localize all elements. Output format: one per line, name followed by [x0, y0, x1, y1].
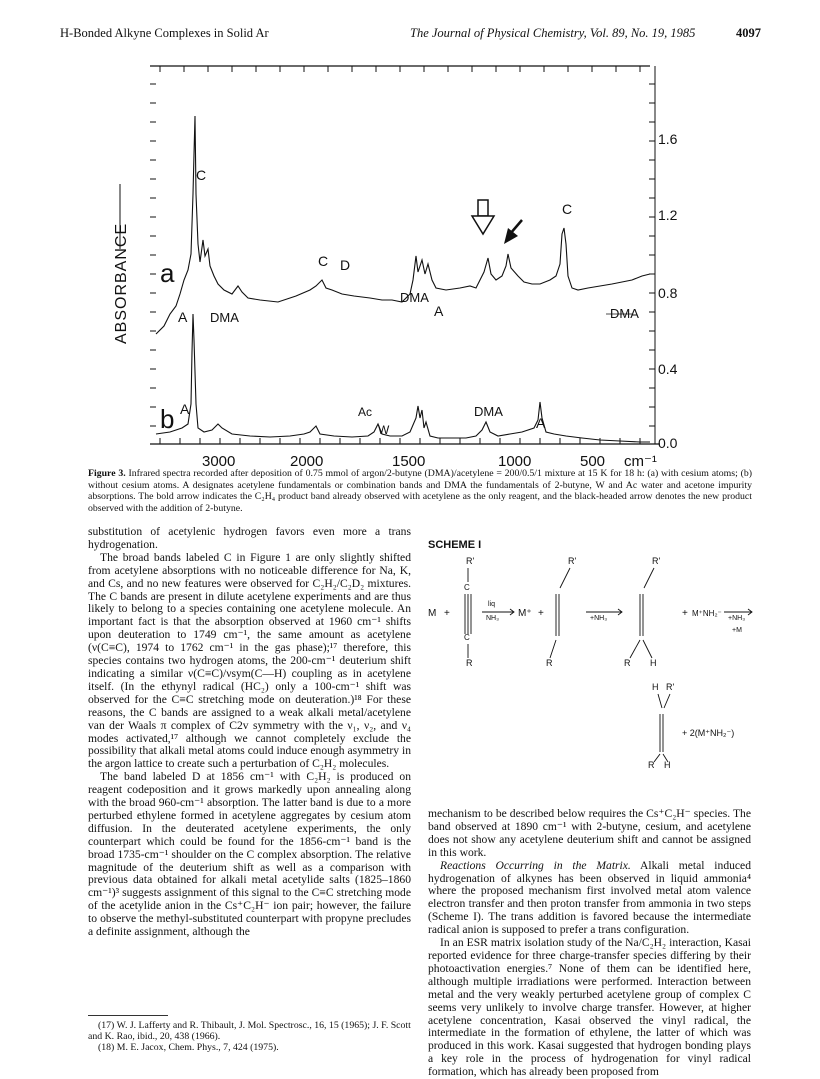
scheme-product: M⁺ [518, 608, 532, 619]
peak-label-c: C [562, 201, 573, 217]
x-tick-label: 3000 [202, 453, 236, 470]
top-ticks [160, 66, 640, 72]
y-tick-label: 1.2 [658, 207, 678, 223]
peak-label-c: C [318, 253, 329, 269]
scheme-condition: +M [732, 627, 742, 634]
trace-a-label: a [160, 258, 175, 288]
scheme-substituent: R [624, 658, 631, 668]
scheme-substituent: H [650, 658, 657, 668]
right-column [428, 808, 751, 1079]
scheme-svg [426, 540, 756, 790]
peak-label-w: W [378, 423, 390, 437]
scheme-substituent: H [652, 682, 659, 692]
scheme-reagent: M⁺NH₂⁻ [692, 609, 722, 618]
section-run-in-title: Reactions Occurring in the Matrix. [440, 858, 631, 872]
peak-label-dma: DMA [610, 306, 639, 321]
paragraph [428, 860, 751, 937]
figure-caption-label: Figure 3. [88, 468, 126, 479]
paragraph: In an ESR matrix isolation study of the Na/C₂H₂ interaction, Kasai reported evidence for three charge-transfer species differing by their photoactivation energies.⁷ None of them can be identified here, although multiple irradiations were performed. Interaction between metal and the very weakly perturbed acetylene group of complex C seems very unlikely to involve charge transfer. However, at higher acetylene concentration, Kasai observed the vinyl radical, the intermediate in the formation of ethylene, the latter of which was produced in this work. Kasai suggested that hydrogen bonding plays a key role in the process of hydrogenation for vinyl radical formation, which has already been proposed from [428, 936, 751, 1079]
trace-b [156, 314, 650, 442]
y-tick-label: 0.8 [658, 285, 678, 301]
y-tick-label: 0.4 [658, 361, 678, 377]
peak-label-ac: Ac [358, 405, 373, 419]
x-tick-label: 500 [580, 453, 606, 470]
footnotes [88, 1020, 411, 1054]
paragraph: substitution of acetylenic hydrogen favors even more a trans hydrogenation. [88, 525, 411, 551]
scheme-condition: NH₃ [486, 615, 499, 622]
scheme-carbon: C [464, 583, 470, 592]
x-unit-label: cm⁻¹ [624, 453, 657, 470]
scheme-substituent: R' [568, 556, 577, 566]
y-tick-label: 0.0 [658, 435, 678, 451]
scheme-condition: +NH₃ [590, 615, 608, 622]
scheme-substituent: R' [666, 682, 675, 692]
paragraph-body: Alkali metal induced hydrogenation of alkynes has been observed in liquid ammonia⁴ where the proposed mechanism first involved metal atom valence electron transfer and then proton transfer from ammonia in two steps (Scheme I). The trans addition is favored because the intermediate radical anion is supposed to prefer a trans configuration. [428, 858, 751, 937]
y-axis-label: ABSORBANCE [113, 222, 130, 344]
right-ticks [649, 84, 655, 426]
scheme-reagent: + 2(M⁺NH₂⁻) [682, 728, 735, 738]
scheme-plus: + [444, 608, 450, 619]
peak-label-a: A [434, 303, 444, 319]
left-column [88, 526, 411, 939]
spectrum-svg [113, 44, 720, 480]
peak-label-dma: DMA [210, 310, 239, 325]
peak-label-a: A [178, 309, 188, 325]
scheme-substituent: R [546, 658, 553, 668]
y-tick-label: 1.6 [658, 131, 678, 147]
figure-caption-text: Infrared spectra recorded after deposition of 0.75 mmol of argon/2-butyne (DMA)/acetylene = 200/0.5/1 mixture at 15 K for 18 h: (a) with cesium atoms; (b) without cesium atoms. A designates acetylene fundamentals or combination bands and DMA the fundamentals of 2-butyne, W and Ac water and acetone impurity absorptions. The bold arrow indicates the C₂H₄ product band already observed with acetylene as the only reagent, and the black-headed arrow denotes the new product observed with the addition of 2-butyne. [88, 468, 753, 514]
x-tick-label: 1500 [392, 453, 426, 470]
black-headed-arrow-icon [504, 220, 522, 244]
left-ticks [150, 84, 640, 444]
scheme-title: SCHEME I [428, 539, 482, 551]
scheme-substituent: H [664, 760, 671, 770]
x-tick-label: 2000 [290, 453, 324, 470]
scheme-1 [426, 540, 756, 790]
scheme-substituent: R' [652, 556, 661, 566]
peak-label-a: A [180, 401, 190, 417]
scheme-substituent: R [466, 658, 473, 668]
scheme-carbon: C [464, 633, 470, 642]
peak-label-a: A [536, 415, 546, 431]
paragraph: The broad bands labeled C in Figure 1 are only slightly shifted from acetylene absorptions with no noticeable difference for Na, K, and Cs, and no new features were observed for C₂H₂/C₂D₂ mixtures. The C bands are present in dilute acetylene experiments and are thus likely to belong to a species containing one acetylene molecule. An important fact is that the absorption observed at 1960 cm⁻¹ shifts upon deuteration to 1749 cm⁻¹, the same amount as acetylene (ν(C≡C), 1974 to 1762 cm⁻¹ in the gas phase);¹⁷ therefore, this species contains two hydrogen atoms, the 200-cm⁻¹ deuterium shift indicating a similar ν(C≡C)/νsym(C—H) coupling as in acetylene itself. (In the ethynyl radical (HC₂) only a 100-cm⁻¹ shift was observed for the C≡C stretching mode on deuteration.)¹⁸ For these reasons, the C bands are assigned to a weak alkali metal/acetylene van der Waals π complex of C2v symmetry with the ν₁, ν₂, and ν₄ modes activated,¹⁷ although we cannot completely exclude the possibility that alkali metal atoms could induce enough asymmetry in the argon lattice to create such a perturbation of C₂H₂ molecules. [88, 550, 411, 771]
scheme-condition: +NH₃ [728, 615, 746, 622]
x-tick-label: 1000 [498, 453, 532, 470]
peak-label-c: C [196, 167, 207, 183]
footnote: (17) W. J. Lafferty and R. Thibault, J. Mol. Spectrosc., 16, 15 (1965); J. F. Scott and K. Rao, ibid., 20, 438 (1966). [88, 1020, 411, 1043]
running-header-title: H-Bonded Alkyne Complexes in Solid Ar [60, 26, 269, 40]
scheme-plus: + [682, 608, 688, 619]
running-header-journal: The Journal of Physical Chemistry, Vol. 89, No. 19, 1985 [410, 26, 696, 40]
figure-caption [88, 468, 752, 514]
peak-label-d: D [340, 257, 351, 273]
scheme-reactant: M [428, 608, 437, 619]
scheme-plus: + [538, 608, 544, 619]
peak-label-dma: DMA [474, 404, 503, 419]
page-number: 4097 [736, 26, 761, 40]
paragraph: The band labeled D at 1856 cm⁻¹ with C₂H₂ is produced on reagent codeposition and it grows markedly upon annealing along with the broad 960-cm⁻¹ absorption. The latter band is due to a more perturbed ethylene formed in acetylene aggregates by cesium atom diffusion. In the deuterated acetylene experiments, the only counterpart which could be found for the 1856-cm⁻¹ band is the broad 1735-cm⁻¹ shoulder on the C complex absorption. The relative magnitude of the deuterium shift as well as a comparison with previous data obtained for alkali metal acetylide salts (1825–1860 cm⁻¹)³ suggests assignment of this signal to the C≡C stretching mode of the acetylide anion in the Cs⁺C₂H⁻ ion pair; however, the failure to observe the methyl-substituted counterpart with propyne precludes a definite assignment, although the [88, 770, 411, 939]
paragraph: mechanism to be described below requires the Cs⁺C₂H⁻ species. The band observed at 1890 cm⁻¹ with 2-butyne, cesium, and acetylene does not show any acetylene deuterium shift and cannot be assigned in this work. [428, 807, 751, 859]
scheme-substituent: R' [466, 556, 475, 566]
trace-b-label: b [160, 404, 175, 434]
footnote: (18) M. E. Jacox, Chem. Phys., 7, 424 (1975). [98, 1042, 279, 1054]
scheme-substituent: R [648, 760, 655, 770]
footnote-rule [88, 1015, 168, 1016]
peak-label-dma: DMA [400, 290, 429, 305]
bold-arrow-icon [472, 200, 494, 234]
figure-3-spectrum [113, 44, 720, 480]
scheme-condition: liq [488, 601, 496, 608]
